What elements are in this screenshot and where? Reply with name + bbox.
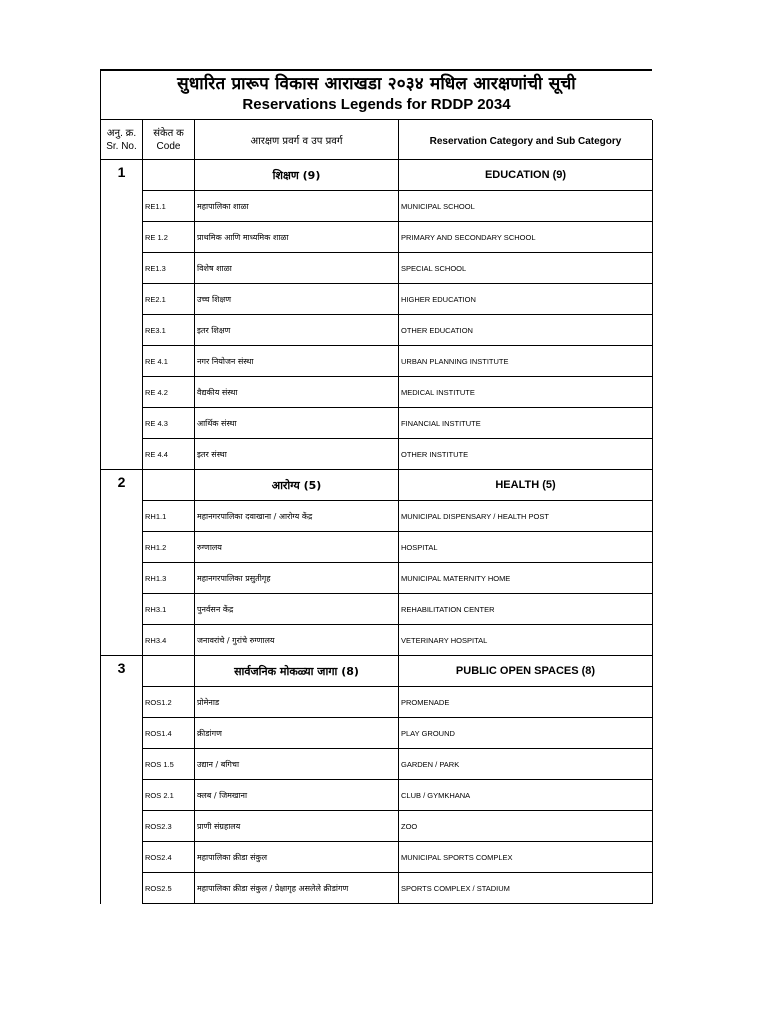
item-name-marathi: जनावरांचे / गुरांचे रुग्णालय: [195, 625, 399, 656]
item-name-marathi: प्राणी संग्रहालय: [195, 811, 399, 842]
table-row: [101, 687, 653, 718]
item-name-marathi: क्रीडांगण: [195, 718, 399, 749]
table-row: [101, 222, 653, 253]
item-name-english: MUNICIPAL DISPENSARY / HEALTH POST: [399, 501, 653, 532]
item-code: ROS 2.1: [143, 780, 195, 811]
header-code-marathi: संकेत क: [153, 127, 184, 139]
item-name-english: PROMENADE: [399, 687, 653, 718]
item-name-marathi: उद्यान / बगिचा: [195, 749, 399, 780]
item-name-english: GARDEN / PARK: [399, 749, 653, 780]
page-title-marathi: सुधारित प्रारूप विकास आराखडा २०३४ मधिल आरक्षणांची सूची: [177, 74, 576, 94]
item-name-english: MUNICIPAL SPORTS COMPLEX: [399, 842, 653, 873]
item-name-english: MEDICAL INSTITUTE: [399, 377, 653, 408]
item-code: ROS1.2: [143, 687, 195, 718]
item-name-marathi: उच्च शिक्षण: [195, 284, 399, 315]
table-row: [101, 780, 653, 811]
group-serial-number: 1: [101, 160, 143, 470]
header-code-english: Code: [156, 140, 181, 152]
table-row: [101, 873, 653, 904]
header-sr-no-english: Sr. No.: [106, 140, 137, 152]
table-row: [101, 842, 653, 873]
item-name-english: OTHER EDUCATION: [399, 315, 653, 346]
item-code: RE1.1: [143, 191, 195, 222]
item-name-english: SPORTS COMPLEX / STADIUM: [399, 873, 653, 904]
legend-table: [100, 120, 653, 904]
item-code: RH3.4: [143, 625, 195, 656]
item-name-english: REHABILITATION CENTER: [399, 594, 653, 625]
item-name-english: MUNICIPAL SCHOOL: [399, 191, 653, 222]
item-name-english: CLUB / GYMKHANA: [399, 780, 653, 811]
group-code-cell: [143, 160, 195, 191]
item-code: RE 1.2: [143, 222, 195, 253]
item-name-english: ZOO: [399, 811, 653, 842]
header-category-marathi-label: आरक्षण प्रवर्ग व उप प्रवर्ग: [250, 135, 343, 147]
item-name-english: PRIMARY AND SECONDARY SCHOOL: [399, 222, 653, 253]
item-name-marathi: नगर नियोजन संस्था: [195, 346, 399, 377]
table-row: [101, 253, 653, 284]
table-row: [101, 625, 653, 656]
header-sr-no-marathi: अनु. क्र.: [106, 127, 137, 139]
category-group-row: [101, 160, 653, 191]
group-name-english: PUBLIC OPEN SPACES (8): [399, 656, 653, 687]
item-code: RH1.2: [143, 532, 195, 563]
item-name-english: PLAY GROUND: [399, 718, 653, 749]
group-name-marathi: सार्वजनिक मोकळ्या जागा (8): [195, 656, 399, 687]
item-code: RH1.3: [143, 563, 195, 594]
item-name-english: VETERINARY HOSPITAL: [399, 625, 653, 656]
item-code: RE1.3: [143, 253, 195, 284]
item-name-english: MUNICIPAL MATERNITY HOME: [399, 563, 653, 594]
header-category-english-label: Reservation Category and Sub Category: [429, 135, 622, 147]
item-name-marathi: महापालिका क्रीडा संकुल: [195, 842, 399, 873]
group-serial-number: 2: [101, 470, 143, 656]
header-category-english: [399, 120, 653, 160]
item-code: RH3.1: [143, 594, 195, 625]
item-code: ROS2.3: [143, 811, 195, 842]
group-code-cell: [143, 470, 195, 501]
page-title-english: Reservations Legends for RDDP 2034: [242, 96, 511, 113]
item-code: ROS1.4: [143, 718, 195, 749]
item-name-marathi: वैद्यकीय संस्था: [195, 377, 399, 408]
item-code: RE 4.3: [143, 408, 195, 439]
item-name-english: SPECIAL SCHOOL: [399, 253, 653, 284]
item-code: RE 4.2: [143, 377, 195, 408]
table-row: [101, 439, 653, 470]
item-code: RE3.1: [143, 315, 195, 346]
title-block: [100, 69, 652, 120]
reservation-legend-document: [100, 69, 652, 904]
item-name-english: HOSPITAL: [399, 532, 653, 563]
item-name-marathi: क्लब / जिमखाना: [195, 780, 399, 811]
item-name-marathi: रुग्णालय: [195, 532, 399, 563]
item-name-english: HIGHER EDUCATION: [399, 284, 653, 315]
header-category-marathi: [195, 120, 399, 160]
item-code: RE 4.4: [143, 439, 195, 470]
table-row: [101, 749, 653, 780]
item-name-english: OTHER INSTITUTE: [399, 439, 653, 470]
group-serial-number: 3: [101, 656, 143, 904]
group-code-cell: [143, 656, 195, 687]
table-row: [101, 811, 653, 842]
item-code: ROS2.4: [143, 842, 195, 873]
table-row: [101, 408, 653, 439]
table-row: [101, 594, 653, 625]
item-code: RH1.1: [143, 501, 195, 532]
group-name-english: HEALTH (5): [399, 470, 653, 501]
header-code: [143, 120, 195, 160]
table-row: [101, 718, 653, 749]
item-code: ROS2.5: [143, 873, 195, 904]
item-name-english: FINANCIAL INSTITUTE: [399, 408, 653, 439]
item-code: ROS 1.5: [143, 749, 195, 780]
item-name-marathi: प्राथमिक आणि माध्यमिक शाळा: [195, 222, 399, 253]
group-name-marathi: शिक्षण (9): [195, 160, 399, 191]
category-group-row: [101, 656, 653, 687]
table-row: [101, 563, 653, 594]
item-name-marathi: इतर संस्था: [195, 439, 399, 470]
item-name-marathi: महापालिका शाळा: [195, 191, 399, 222]
category-group-row: [101, 470, 653, 501]
table-row: [101, 284, 653, 315]
item-name-marathi: विशेष शाळा: [195, 253, 399, 284]
item-name-marathi: पुनर्वसन केंद्र: [195, 594, 399, 625]
table-row: [101, 501, 653, 532]
header-sr-no: [101, 120, 143, 160]
item-name-marathi: महानगरपालिका दवाखाना / आरोग्य केंद्र: [195, 501, 399, 532]
table-row: [101, 191, 653, 222]
item-code: RE 4.1: [143, 346, 195, 377]
item-name-english: URBAN PLANNING INSTITUTE: [399, 346, 653, 377]
group-name-english: EDUCATION (9): [399, 160, 653, 191]
table-row: [101, 532, 653, 563]
table-row: [101, 346, 653, 377]
table-row: [101, 315, 653, 346]
legend-table-body: [101, 120, 653, 904]
table-row: [101, 377, 653, 408]
item-code: RE2.1: [143, 284, 195, 315]
item-name-marathi: महानगरपालिका प्रसुतीगृह: [195, 563, 399, 594]
table-header-row: [101, 120, 653, 160]
item-name-marathi: इतर शिक्षण: [195, 315, 399, 346]
item-name-marathi: प्रोमेनाड: [195, 687, 399, 718]
group-name-marathi: आरोग्य (5): [195, 470, 399, 501]
item-name-marathi: महापालिका क्रीडा संकुल / प्रेक्षागृह असलेले क्रीडांगण: [195, 873, 399, 904]
item-name-marathi: आर्थिक संस्था: [195, 408, 399, 439]
